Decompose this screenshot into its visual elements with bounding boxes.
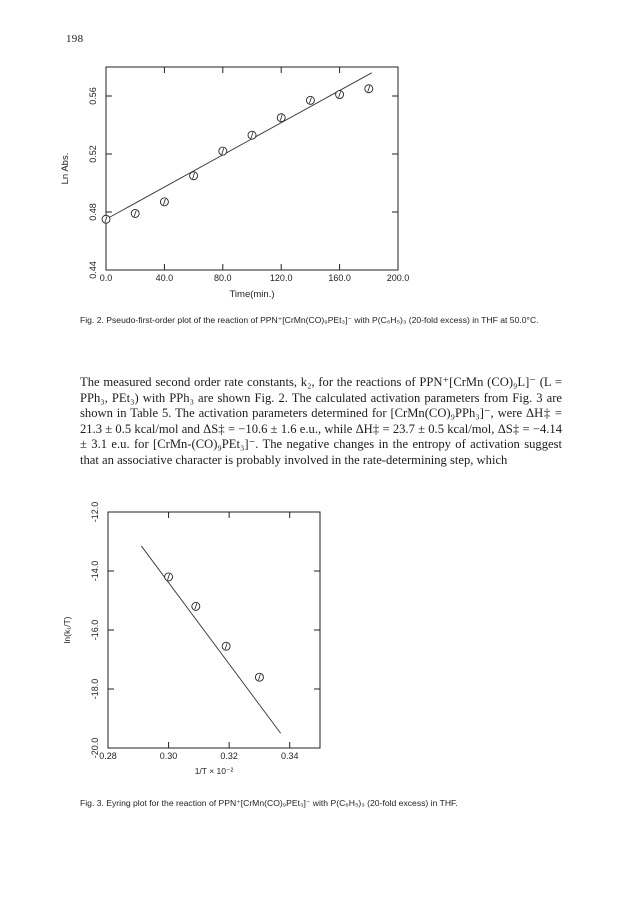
data-point: [306, 96, 314, 104]
data-point-mark: [251, 132, 253, 138]
data-point: [192, 602, 200, 610]
data-point-mark: [222, 148, 224, 154]
y-tick-label: 0.52: [88, 145, 98, 163]
y-tick-label: -16.0: [90, 619, 100, 641]
data-point-mark: [258, 674, 260, 680]
y-tick-label: 0.48: [88, 203, 98, 221]
x-axis-label: 1/T × 10⁻²: [194, 766, 234, 776]
data-point: [131, 209, 139, 217]
data-point-mark: [225, 643, 227, 649]
x-tick-label: 0.30: [159, 751, 178, 761]
figure-3-caption: Fig. 3. Eyring plot for the reaction of PPN⁺[CrMn(CO)₉PEt₃]⁻ with P(C₆H₅)₃ (20-fold excess) in THF.: [80, 798, 458, 808]
data-point: [336, 91, 344, 99]
y-tick-label: 0.44: [88, 261, 98, 279]
data-point-mark: [134, 210, 136, 216]
figure-3-chart: [62, 502, 320, 776]
data-point-mark: [105, 216, 107, 222]
data-point-mark: [280, 115, 282, 121]
x-tick-label: 0.0: [99, 273, 113, 283]
data-point: [165, 573, 173, 581]
data-point: [255, 673, 263, 681]
plot-frame: [108, 512, 320, 748]
page-number: 198: [66, 33, 84, 45]
data-point: [219, 147, 227, 155]
data-point-mark: [309, 97, 311, 103]
x-tick-label: 0.34: [280, 751, 299, 761]
fit-line: [141, 546, 280, 733]
data-point: [277, 114, 285, 122]
plot-frame: [106, 67, 398, 270]
data-point-mark: [193, 173, 195, 179]
y-tick-label: -18.0: [90, 678, 100, 700]
figure-2-chart: [60, 67, 409, 300]
data-point: [160, 198, 168, 206]
y-tick-label: -12.0: [90, 501, 100, 523]
data-point: [248, 131, 256, 139]
fit-line: [106, 73, 372, 219]
figure-2-caption: Fig. 2. Pseudo-first-order plot of the reaction of PPN⁺[CrMn(CO)₉PEt₃]⁻ with P(C₆H₅)₃ (20-fold excess) in THF at 50.0°C.: [80, 315, 539, 325]
x-tick-label: 160.0: [328, 273, 351, 283]
data-point: [102, 215, 110, 223]
data-point-mark: [339, 92, 341, 98]
x-axis-label: Time(min.): [229, 289, 275, 300]
data-point: [190, 172, 198, 180]
x-tick-label: 80.0: [214, 273, 232, 283]
y-axis-label: ln(k₁/T): [62, 616, 72, 644]
data-point-mark: [163, 199, 165, 205]
data-point-mark: [195, 603, 197, 609]
x-tick-label: 40.0: [155, 273, 174, 283]
y-axis-label: Ln Abs.: [60, 152, 71, 185]
data-point-mark: [168, 574, 170, 580]
x-tick-label: 200.0: [386, 273, 410, 283]
data-point-mark: [368, 86, 370, 92]
y-tick-label: 0.56: [88, 87, 98, 105]
y-tick-label: -20.0: [90, 737, 100, 759]
y-tick-label: -14.0: [90, 560, 100, 582]
data-point: [222, 642, 230, 650]
x-tick-label: 0.28: [99, 751, 117, 761]
data-point: [365, 85, 373, 93]
body-paragraph: The measured second order rate constants, k₂, for the reactions of PPN⁺[CrMn (CO)₉L]⁻ (L = PPh₃, PEt₃) with PPh₃ are shown Fig. 2. The calculated activation parameters from Fig. 3 are shown in Table 5. The activation parameters determined for [CrMn(CO)₉PPh₃]⁻, were ΔH‡ = 21.3 ± 0.5 kcal/mol and ΔS‡ = −10.6 ± 1.6 e.u., while ΔH‡ = 23.7 ± 0.5 kcal/mol, ΔS‡ = −4.14 ± 3.1 e.u. for [CrMn-(CO)₉PEt₃]⁻. The negative changes in the entropy of activation suggest that an associative character is probably involved in the rate-determining step, which: [80, 375, 562, 467]
x-tick-label: 0.32: [220, 751, 238, 761]
x-tick-label: 120.0: [269, 273, 293, 283]
